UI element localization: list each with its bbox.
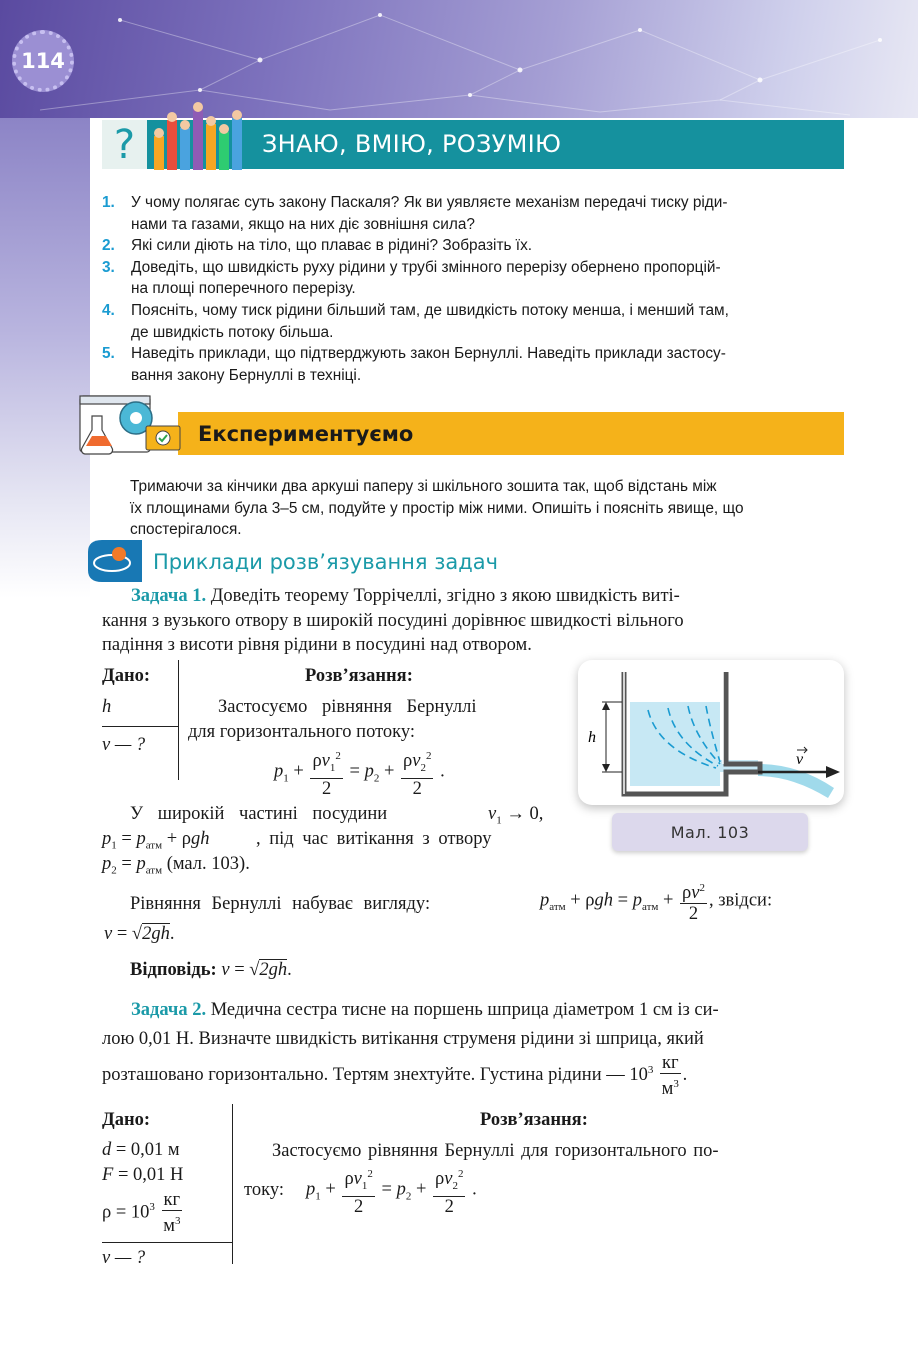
rho-value: ρ = 10: [102, 1202, 150, 1223]
page-number: 114: [21, 49, 65, 73]
figure-caption: Мал. 103: [612, 813, 808, 851]
task1-text: падіння з висоти рівня рідини в посудині над отвором.: [102, 635, 532, 655]
experiment-line: Тримаючи за кінчики два аркуші паперу зі шкільного зошита так, щоб відстань між: [130, 478, 717, 495]
list-item: [102, 300, 846, 343]
task2-label: Задача 2.: [131, 1000, 207, 1020]
task1-wide-text: У широкій частині посудини: [130, 804, 388, 824]
examples-title: Приклади розв’язування задач: [153, 550, 499, 574]
task1-solution-label: Розв’язання:: [305, 666, 413, 686]
task2-given-label: Дано:: [102, 1110, 151, 1130]
atm-subscript: атм: [641, 901, 659, 914]
task1-whence: , звідси:: [709, 890, 773, 911]
given-separator: [232, 1104, 233, 1264]
question-number: 1.: [102, 194, 115, 211]
question-mark: ?: [113, 121, 136, 168]
task2-given-f: F = 0,01 Н: [102, 1165, 184, 1185]
given-divider: [102, 1242, 232, 1243]
list-item: [102, 235, 846, 257]
task2-solution-text: току:: [244, 1180, 284, 1200]
task2-given-d: d = 0,01 м: [102, 1140, 180, 1160]
unit-numerator: кг: [163, 1190, 181, 1210]
lab-flask-icon: [74, 390, 184, 465]
task2-text: розташовано горизонтально. Тертям знехтуйте. Густина рідини — 10: [102, 1065, 648, 1085]
atm-subscript: атм: [145, 864, 163, 877]
questions-list: [102, 192, 846, 386]
header-banner: [0, 0, 918, 118]
task1-given-label: Дано:: [102, 666, 151, 686]
task2-text: Медична сестра тисне на поршень шприца діаметром 1 см із си-: [206, 1000, 719, 1020]
task1-fig-ref: (мал. 103).: [166, 854, 250, 874]
task1-solution-text: для горизонтального потоку:: [188, 722, 416, 742]
question-text: Які сили діють на тіло, що плаває в рідині? Зобразіть їх.: [131, 237, 533, 255]
atm-subscript: атм: [549, 901, 566, 914]
examples-icon: [88, 540, 142, 582]
task1-label: Задача 1.: [131, 586, 207, 606]
list-item: [102, 343, 846, 386]
question-text: У чому полягає суть закону Паскаля? Як ви уявляєте механізм передачі тиску ріди-: [131, 194, 728, 211]
figure-v-label: v: [796, 751, 804, 768]
task1-text: кання з вузького отвору в широкій посудині дорівнює швидкості вільного: [102, 610, 684, 631]
raised-hands-icon: [150, 98, 246, 170]
p1-expression: $p_1 = p_{атм} + \rho gh$: [102, 829, 210, 852]
given-divider: [102, 726, 178, 727]
experiment-line: їх площинами була 3–5 см, подуйте у простір між ними. Опишіть і поясніть явище, що: [130, 499, 744, 517]
velocity-formula: v = √2gh.: [104, 924, 175, 944]
question-text: вання закону Бернуллі в техніці.: [131, 366, 362, 384]
question-text: Доведіть, що швидкість руху рідини у трубі змінного перерізу обернено пропорцій-: [131, 258, 721, 276]
atm-subscript: атм: [145, 839, 163, 852]
task2-statement: Задача 2. Медична сестра тисне на поршень шприца діаметром 1 см із си- лою 0,01 Н. Визначте швидкість витікання струменя рідини зі шприца, який розташовано горизонтально. Тертям знехтуйте. Густина рідини — $10^3$ $\frac{кг}{м^3}$ .: [102, 1000, 719, 1099]
bernoulli-equation: $p_1$ + $\frac{\rho v_1^2}{2}$ = $p_2$ + $\frac{\rho v_2^2}{2}$ .: [274, 746, 445, 799]
question-mark-icon: [102, 120, 147, 169]
task1-given-value: h: [102, 697, 112, 717]
d-value: = 0,01 м: [115, 1140, 180, 1160]
question-number: 3.: [102, 258, 115, 276]
vessel-diagram: [578, 660, 844, 805]
figure-h-label: h: [588, 729, 596, 746]
given-separator: [178, 660, 179, 780]
unit-denominator: м: [163, 1216, 175, 1237]
figure-103: [578, 660, 844, 805]
question-text: Наведіть приклади, що підтверджують закон Бернуллі. Наведіть приклади застосу-: [131, 345, 726, 363]
task1-bernoulli-result: Рівняння Бернуллі набуває вигляду:: [130, 894, 431, 914]
task1-answer: Відповідь: v = √2gh.: [130, 960, 292, 980]
unit-denominator: м: [661, 1078, 674, 1099]
unit-numerator: кг: [661, 1052, 679, 1073]
f-value: = 0,01 Н: [117, 1165, 184, 1185]
know-section-title: ЗНАЮ, ВМІЮ, РОЗУМІЮ: [262, 130, 562, 158]
experiment-title: Експериментуємо: [198, 422, 414, 446]
task2-solution-text: Застосуємо рівняння Бернуллі для горизонтального по-: [272, 1141, 719, 1161]
question-number: 5.: [102, 345, 115, 363]
v1-limit: $v_1 \to 0$,: [488, 804, 544, 827]
task2-bernoulli-equation: $p_1$ + $\frac{\rho v_1^2}{2}$ = $p_2$ + $\frac{\rho v_2^2}{2}$ .: [306, 1164, 477, 1217]
task1-text: Доведіть теорему Торрічеллі, згідно з якою швидкість виті-: [206, 586, 680, 606]
task2-find: v — ?: [102, 1248, 146, 1268]
experiment-line: спостерігалося.: [130, 521, 242, 539]
experiment-text: [130, 476, 845, 541]
task2-solution-label: Розв’язання:: [480, 1110, 588, 1130]
p2-expression: $p_2 = p_{атм}$ (мал. 103).: [102, 854, 250, 877]
question-number: 4.: [102, 301, 115, 319]
task1-find: v — ?: [102, 735, 146, 755]
task2-given-rho: $\rho = 10^3$ $\frac{кг}{м^3}$: [102, 1190, 181, 1237]
page-number-badge: [12, 30, 74, 92]
left-decorative-sidebar: [0, 118, 90, 598]
answer-label: Відповідь:: [130, 960, 217, 980]
question-text: Поясніть, чому тиск рідини більший там, де швидкість потоку менша, і менший там,: [131, 301, 729, 319]
list-item: [102, 192, 846, 235]
task2-text: лою 0,01 Н. Визначте швидкість витікання струменя рідини зі шприца, який: [102, 1028, 704, 1049]
list-item: [102, 257, 846, 300]
question-text: нами та газами, якщо на них діє зовнішня сила?: [131, 215, 475, 233]
torricelli-equation: $p_{атм} + \rho gh = p_{атм}$ + $\frac{\rho v^2}{2}$ , звідси:: [540, 878, 772, 924]
question-number: 2.: [102, 237, 115, 255]
task1-solution-text: Застосуємо рівняння Бернуллі: [218, 697, 477, 717]
task1-statement: [102, 584, 846, 658]
task1-during-text: , під час витікання з отвору: [256, 829, 492, 849]
question-text: де швидкість потоку більша.: [131, 323, 334, 341]
constellation-decoration: [0, 0, 918, 118]
question-text: на площі поперечного перерізу.: [131, 280, 356, 298]
